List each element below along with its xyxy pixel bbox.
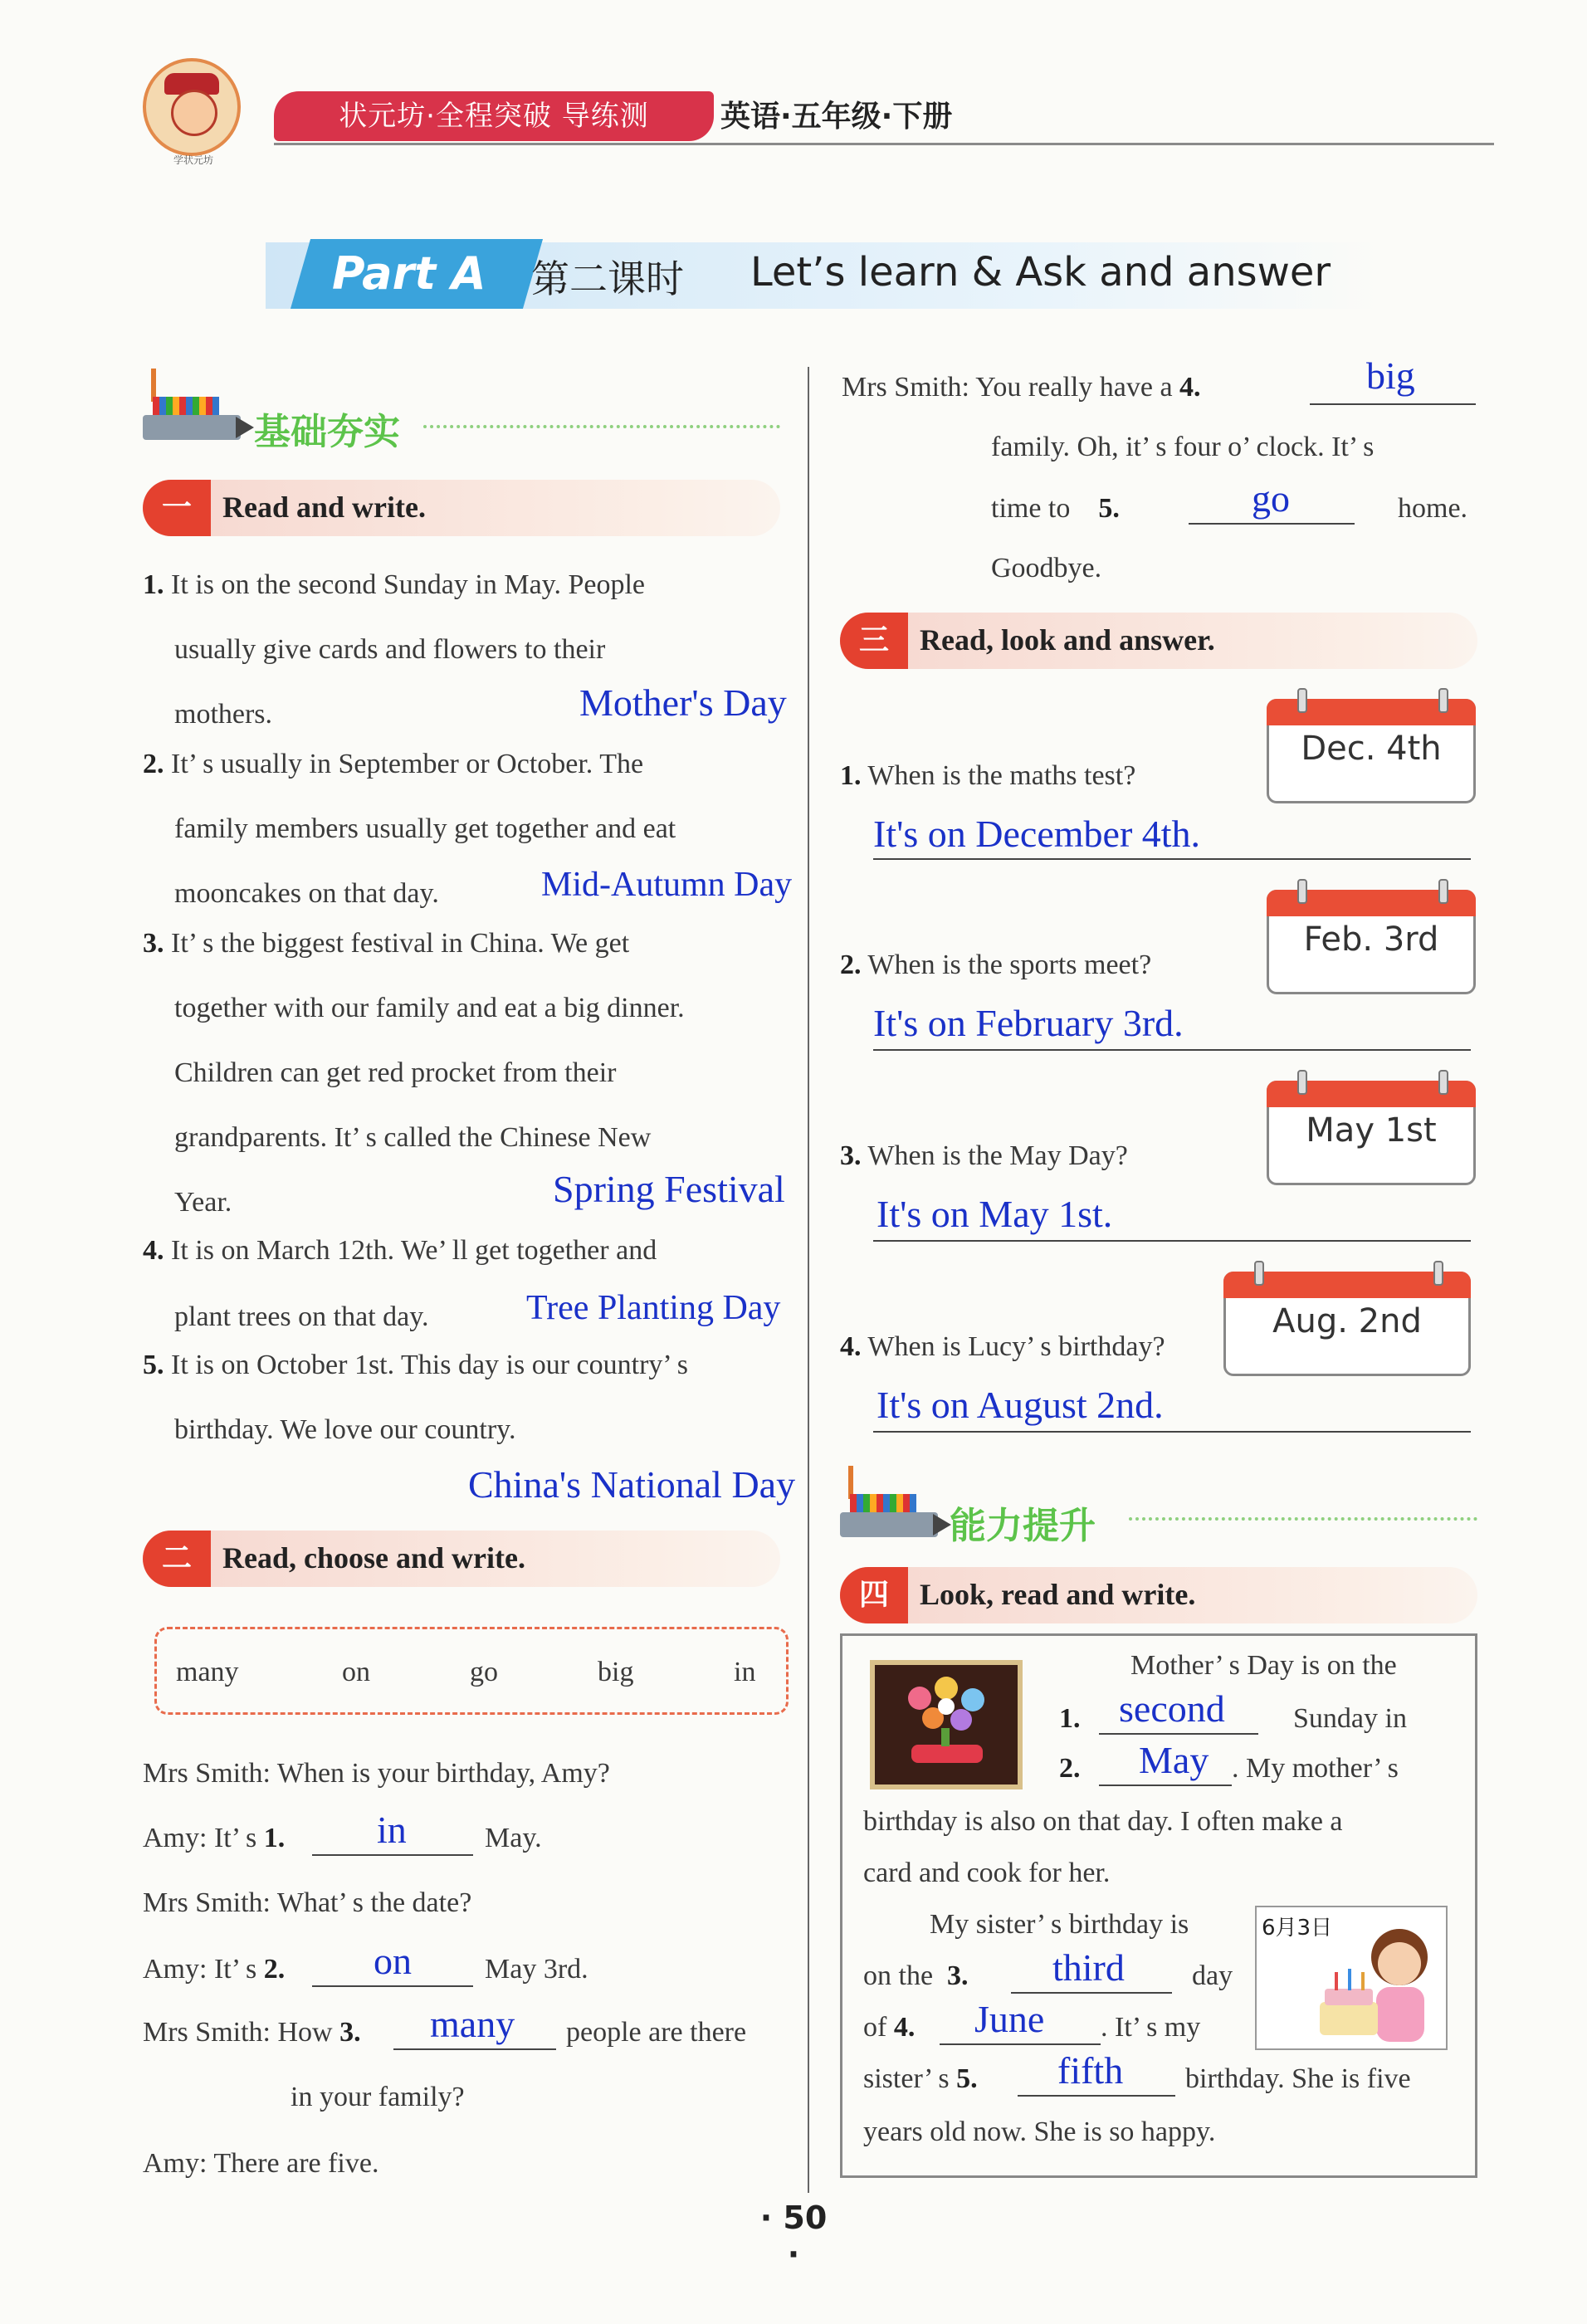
list-item-line: Year. <box>174 1187 232 1218</box>
exercise-1-header <box>143 480 780 536</box>
card-date: 6月3日 <box>1262 1916 1333 1941</box>
passage-line: 1. <box>1059 1703 1081 1734</box>
answer-text: It's on December 4th. <box>873 813 1201 855</box>
exercise-3-header <box>840 613 1477 669</box>
passage-line: 2. <box>1059 1753 1081 1784</box>
word-bank-item: on <box>342 1657 370 1687</box>
list-item-line: mothers. <box>174 699 273 730</box>
answer-text: go <box>1252 477 1290 520</box>
word-bank-item: in <box>734 1657 756 1687</box>
dialogue-line: Mrs Smith: How 3. <box>143 2017 361 2048</box>
answer-text: second <box>1119 1687 1225 1730</box>
answer-blank <box>393 2048 556 2050</box>
passage-line: birthday is also on that day. I often make a <box>863 1806 1343 1837</box>
list-item-line: together with our family and eat a big dinner. <box>174 993 685 1023</box>
lesson-topic: Let’s learn & Ask and answer <box>750 249 1331 295</box>
list-item: 1. It is on the second Sunday in May. People <box>143 569 645 600</box>
dotted-rule <box>423 425 780 428</box>
list-item: 3. It’ s the biggest festival in China. We get <box>143 928 630 959</box>
answer-text: on <box>374 1940 412 1982</box>
question-text: 3. When is the May Day? <box>840 1140 1128 1171</box>
answer-blank <box>312 1854 473 1856</box>
mothers-day-card-image <box>870 1660 1023 1789</box>
answer-line <box>873 1240 1471 1242</box>
dialogue-line: Mrs Smith: What’ s the date? <box>143 1887 472 1918</box>
answer-text: many <box>430 2003 515 2045</box>
dotted-rule <box>1129 1517 1477 1521</box>
exercise-2-header <box>143 1531 780 1587</box>
answer-blank <box>1011 1992 1172 1994</box>
list-item: 2. It’ s usually in September or October. The <box>143 749 644 779</box>
calendar-date: May 1st <box>1306 1111 1437 1150</box>
answer-text: China's National Day <box>468 1463 796 1506</box>
passage-line: years old now. She is so happy. <box>863 2116 1216 2147</box>
answer-text: in <box>377 1809 407 1851</box>
list-item-line: birthday. We love our country. <box>174 1414 516 1445</box>
book-subject: 英语·五年级·下册 <box>720 100 953 134</box>
answer-line <box>873 1431 1471 1433</box>
answer-text: big <box>1366 354 1415 397</box>
exercise-4-header <box>840 1567 1477 1623</box>
question-text: 2. When is the sports meet? <box>840 950 1152 980</box>
lesson-number: 第二课时 <box>531 256 684 301</box>
flower-bouquet-icon <box>875 1665 1018 1784</box>
answer-text: Mother's Day <box>579 681 787 724</box>
answer-text: May <box>1139 1739 1209 1781</box>
answer-blank <box>312 1985 473 1987</box>
list-item-line: mooncakes on that day. <box>174 878 439 909</box>
question-text: 1. When is the maths test? <box>840 760 1136 791</box>
answer-line <box>873 858 1471 860</box>
passage-line: day <box>1192 1960 1233 1991</box>
calendar-icon <box>1267 699 1476 803</box>
answer-text: fifth <box>1057 2049 1124 2092</box>
pencil-books-icon <box>143 392 251 448</box>
exercise-title: Read and write. <box>222 491 426 524</box>
answer-text: June <box>974 1998 1045 2040</box>
passage-line: Mother’ s Day is on the <box>1130 1650 1397 1681</box>
publisher-logo <box>143 58 241 156</box>
calendar-icon <box>1223 1272 1471 1376</box>
dialogue-line: May 3rd. <box>485 1954 588 1985</box>
answer-text: Mid-Autumn Day <box>541 866 793 904</box>
logo-face-icon <box>171 90 217 136</box>
dialogue-line: Goodbye. <box>991 553 1102 583</box>
passage-line: My sister’ s birthday is <box>930 1909 1189 1940</box>
column-divider <box>808 367 809 2193</box>
passage-line: . It’ s my <box>1101 2012 1201 2043</box>
answer-text: Tree Planting Day <box>526 1289 781 1327</box>
dialogue-line: Amy: It’ s 1. <box>143 1823 286 1853</box>
dialogue-line: in your family? <box>291 2082 465 2112</box>
dialogue-line: people are there <box>566 2017 747 2048</box>
list-item-line: Children can get red procket from their <box>174 1057 617 1088</box>
dialogue-line: Amy: There are five. <box>143 2148 379 2179</box>
birthday-girl-image <box>1255 1906 1448 2050</box>
birthday-cake-icon <box>1306 1919 1444 2047</box>
exercise-number: 四 <box>840 1567 908 1623</box>
list-item-line: family members usually get together and eat <box>174 813 676 844</box>
list-item: 5. It is on October 1st. This day is our country’ s <box>143 1350 688 1380</box>
question-text: 4. When is Lucy’ s birthday? <box>840 1331 1165 1362</box>
exercise-title: Read, look and answer. <box>920 623 1215 657</box>
answer-blank <box>1099 1784 1232 1786</box>
series-brand: 状元坊·全程突破 导练测 <box>274 91 714 141</box>
answer-blank <box>1099 1733 1258 1735</box>
exercise-number: 三 <box>840 613 908 669</box>
dialogue-line: family. Oh, it’ s four o’ clock. It’ s <box>991 432 1375 462</box>
list-item-line: grandparents. It’ s called the Chinese New <box>174 1122 652 1153</box>
answer-blank <box>1018 2095 1175 2097</box>
list-item-line: usually give cards and flowers to their <box>174 634 606 665</box>
calendar-date: Feb. 3rd <box>1303 920 1439 959</box>
word-bank-item: go <box>470 1657 498 1687</box>
answer-blank <box>940 2043 1101 2045</box>
answer-text: It's on May 1st. <box>877 1193 1113 1235</box>
section-basic-title: 基础夯实 <box>254 411 400 453</box>
exercise-title: Look, read and write. <box>920 1578 1196 1611</box>
exercise-number: 一 <box>143 480 211 536</box>
passage-line: on the 3. <box>863 1960 969 1991</box>
dialogue-line: home. <box>1398 493 1468 524</box>
pencil-books-icon <box>840 1489 948 1545</box>
part-label: Part A <box>332 247 486 300</box>
passage-line: birthday. She is five <box>1185 2063 1411 2094</box>
calendar-date: Dec. 4th <box>1301 730 1442 768</box>
passage-line: Sunday in <box>1293 1703 1407 1734</box>
passage-line: of 4. <box>863 2012 916 2043</box>
section-advanced-title: 能力提升 <box>950 1505 1096 1547</box>
logo-caption: 学状元坊 <box>173 154 213 166</box>
page-number: · 50 · <box>759 2200 828 2273</box>
calendar-icon <box>1267 890 1476 994</box>
list-item: 4. It is on March 12th. We’ ll get together and <box>143 1235 657 1266</box>
exercise-title: Read, choose and write. <box>222 1541 525 1575</box>
answer-blank <box>1189 523 1355 525</box>
answer-text: third <box>1052 1946 1125 1989</box>
dialogue-line: May. <box>485 1823 542 1853</box>
answer-text: Spring Festival <box>553 1168 785 1210</box>
calendar-icon <box>1267 1081 1476 1185</box>
answer-text: It's on February 3rd. <box>873 1002 1184 1044</box>
dialogue-line: Amy: It’ s 2. <box>143 1954 286 1985</box>
dialogue-line: Mrs Smith: When is your birthday, Amy? <box>143 1758 610 1789</box>
exercise-number: 二 <box>143 1531 211 1587</box>
dialogue-line: time to 5. <box>991 493 1120 524</box>
passage-line: sister’ s 5. <box>863 2063 978 2094</box>
answer-blank <box>1310 403 1476 405</box>
answer-text: It's on August 2nd. <box>877 1384 1164 1426</box>
header-rule <box>274 143 1494 145</box>
dialogue-line: Mrs Smith: You really have a 4. <box>842 372 1201 403</box>
calendar-date: Aug. 2nd <box>1272 1302 1422 1340</box>
word-bank-item: big <box>598 1657 634 1687</box>
list-item-line: plant trees on that day. <box>174 1301 429 1332</box>
answer-line <box>873 1049 1471 1051</box>
passage-line: card and cook for her. <box>863 1858 1111 1888</box>
passage-line: . My mother’ s <box>1232 1753 1399 1784</box>
word-bank-item: many <box>176 1657 239 1687</box>
